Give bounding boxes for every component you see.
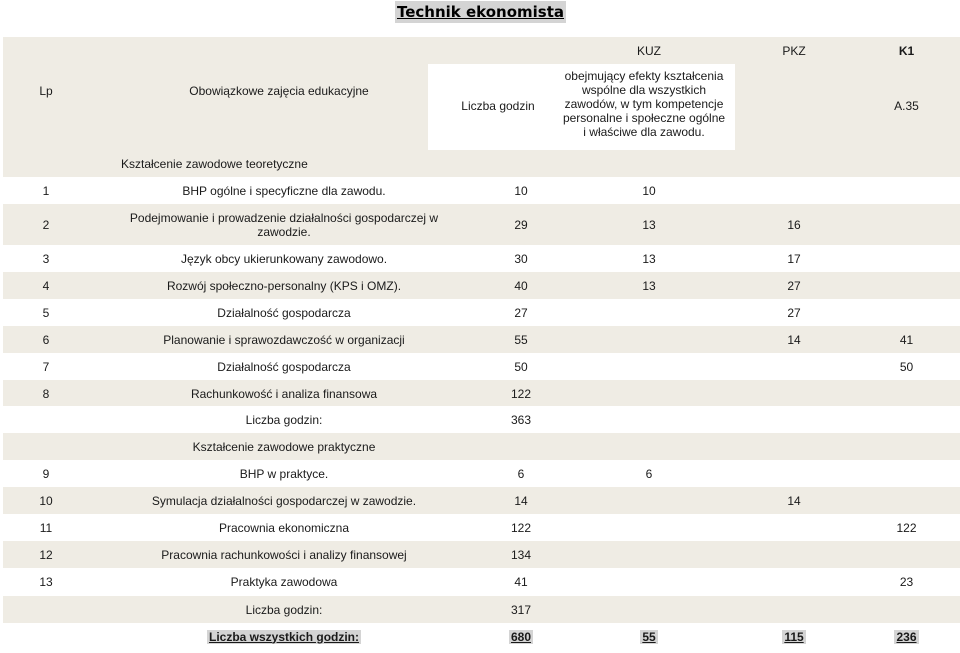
grand-total-kuz: 55 [642, 629, 656, 644]
grand-total-hours: 680 [510, 629, 532, 644]
header-hours: Liczba godzin [461, 99, 535, 113]
header-pkz: PKZ [782, 43, 806, 58]
subject-cell: Praktyka zawodowa [230, 574, 338, 589]
k1-cell: 41 [899, 332, 914, 347]
lp-cell: 3 [42, 251, 50, 266]
lp-cell: 7 [42, 359, 50, 374]
hours-cell: 14 [514, 493, 528, 508]
k1-cell [853, 541, 960, 568]
header-row-codes [3, 37, 960, 64]
table-row [3, 568, 960, 595]
k1-cell [853, 460, 960, 487]
hours-cell: 122 [510, 520, 532, 535]
subject-cell: Planowanie i sprawozdawczość w organizacji [163, 332, 405, 347]
lp-cell: 2 [42, 217, 50, 232]
pkz-cell: 14 [787, 332, 801, 347]
theory-total-row [3, 406, 960, 433]
kuz-cell: 10 [642, 183, 656, 198]
pkz-cell [735, 541, 853, 568]
lp-cell: 10 [39, 493, 53, 508]
lp-cell: 12 [39, 547, 53, 562]
section-theory-label: Kształcenie zawodowe teoretyczne [121, 156, 308, 171]
kuz-cell [563, 326, 735, 353]
table-row [3, 245, 960, 272]
subject-cell: BHP w praktyce. [239, 466, 329, 481]
pkz-cell [735, 460, 853, 487]
k1-cell [853, 487, 960, 514]
k1-cell [853, 380, 960, 407]
pkz-cell: 27 [787, 278, 801, 293]
pkz-cell [735, 177, 853, 204]
k1-cell: 23 [899, 574, 914, 589]
table-row [3, 380, 960, 407]
lp-cell: 13 [39, 574, 53, 589]
pkz-cell [735, 353, 853, 380]
lp-cell: 1 [42, 183, 50, 198]
header-k1-code: A.35 [894, 99, 919, 113]
subject-cell: Podejmowanie i prowadzenie działalności gospodarczej w zawodzie. [129, 210, 439, 239]
table-row [3, 272, 960, 299]
practice-total-hours: 317 [510, 602, 532, 617]
grand-total-k1-cell [853, 623, 960, 650]
document-title: Technik ekonomista [397, 3, 565, 21]
pkz-cell [735, 568, 853, 595]
kuz-cell: 13 [642, 278, 656, 293]
kuz-cell: 6 [645, 466, 653, 481]
kuz-cell [563, 380, 735, 407]
kuz-cell [563, 353, 735, 380]
kuz-cell [563, 299, 735, 326]
hours-cell: 41 [514, 574, 528, 589]
hours-cell: 55 [514, 332, 528, 347]
subject-cell: BHP ogólne i specyficzne dla zawodu. [182, 183, 386, 198]
kuz-cell [563, 568, 735, 595]
table-row [3, 487, 960, 514]
lp-cell: 11 [39, 520, 53, 535]
subject-cell: Rozwój społeczno-personalny (KPS i OMZ). [166, 278, 402, 293]
kuz-cell [563, 514, 735, 541]
table-row [3, 326, 960, 353]
grand-total-label-cell [89, 623, 479, 650]
theory-total-hours: 363 [510, 412, 532, 427]
lp-cell: 8 [42, 386, 50, 401]
theory-total-label: Liczba godzin: [245, 412, 323, 427]
grand-total-pkz-cell [735, 623, 853, 650]
practice-total-row [3, 596, 960, 623]
table-row [3, 177, 960, 204]
subject-cell: Działalność gospodarcza [217, 359, 351, 374]
kuz-cell [563, 487, 735, 514]
kuz-cell [563, 541, 735, 568]
hours-cell: 10 [514, 183, 528, 198]
k1-cell: 122 [896, 520, 917, 535]
pkz-cell: 16 [787, 217, 801, 232]
grand-total-hours-cell [479, 623, 563, 650]
grand-total-row [3, 623, 960, 650]
hours-cell: 40 [514, 278, 528, 293]
header-row-main [3, 64, 960, 150]
hours-cell: 134 [510, 547, 532, 562]
subject-cell: Działalność gospodarcza [217, 305, 351, 320]
grand-total-k1: 236 [896, 629, 917, 644]
section-practice-row [3, 433, 960, 460]
pkz-cell [735, 514, 853, 541]
table-row [3, 204, 960, 245]
grand-total-kuz-cell [563, 623, 735, 650]
lp-cell: 5 [42, 305, 50, 320]
table-row [3, 353, 960, 380]
subject-cell: Symulacja działalności gospodarczej w zawodzie. [151, 493, 417, 508]
practice-total-label: Liczba godzin: [245, 602, 323, 617]
pkz-cell: 27 [787, 305, 801, 320]
table-row [3, 541, 960, 568]
kuz-cell: 13 [642, 251, 656, 266]
table-row [3, 299, 960, 326]
grand-total-label: Liczba wszystkich godzin: [208, 629, 360, 644]
k1-cell [853, 299, 960, 326]
section-theory-row [3, 150, 960, 177]
hours-cell: 27 [514, 305, 528, 320]
k1-cell [853, 245, 960, 272]
pkz-cell: 14 [787, 493, 801, 508]
subject-cell: Język obcy ukierunkowany zawodowo. [180, 251, 388, 266]
subject-cell: Rachunkowość i analiza finansowa [190, 386, 378, 401]
grand-total-pkz: 115 [784, 629, 804, 644]
lp-cell: 6 [42, 332, 50, 347]
kuz-cell: 13 [642, 217, 656, 232]
pkz-cell: 17 [787, 251, 801, 266]
hours-cell: 122 [510, 386, 532, 401]
lp-cell: 9 [42, 466, 50, 481]
hours-cell: 50 [514, 359, 528, 374]
subject-cell: Pracownia rachunkowości i analizy finansowej [161, 547, 407, 562]
hours-cell: 29 [514, 217, 528, 232]
pkz-cell [735, 380, 853, 407]
k1-cell [853, 177, 960, 204]
header-k1: K1 [898, 43, 915, 58]
header-kuz: KUZ [637, 43, 661, 58]
header-kuz-description: obejmujący efekty kształcenia wspólne dla wszystkich zawodów, w tym kompetencje personalne i społeczne ogólne i właściwe dla zawodu. [562, 69, 726, 139]
header-subject: Obowiązkowe zajęcia edukacyjne [189, 84, 369, 98]
header-lp: Lp [39, 84, 53, 98]
k1-cell: 50 [899, 359, 914, 374]
hours-cell: 6 [517, 466, 525, 481]
table-row [3, 460, 960, 487]
table-row [3, 514, 960, 541]
section-practice-label: Kształcenie zawodowe praktyczne [192, 439, 376, 454]
hours-cell: 30 [514, 251, 528, 266]
subject-cell: Pracownia ekonomiczna [218, 520, 350, 535]
k1-cell [853, 272, 960, 299]
lp-cell: 4 [42, 278, 50, 293]
k1-cell [853, 204, 960, 245]
